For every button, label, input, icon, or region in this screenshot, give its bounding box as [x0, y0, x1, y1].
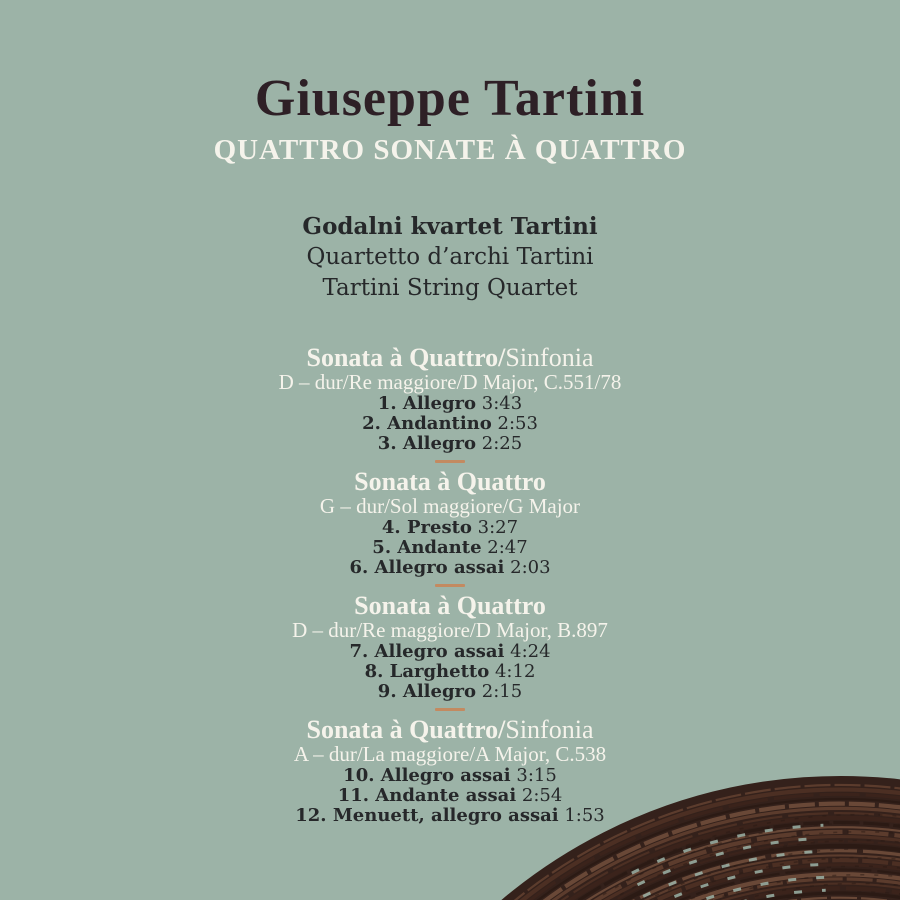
track-number: 4.: [381, 517, 401, 538]
composer-title: Giuseppe Tartini: [254, 70, 646, 127]
track-number: 1.: [377, 393, 397, 414]
sonata-title: [0, 716, 900, 743]
track-time: 2:25: [481, 433, 523, 454]
track-time: 2:54: [521, 785, 563, 806]
track-time: 4:24: [510, 641, 551, 662]
track-number: 7.: [349, 641, 369, 662]
track-number: 10.: [343, 765, 375, 786]
track-time: 2:15: [481, 681, 523, 702]
track-name: Allegro: [402, 393, 477, 414]
track-row: [0, 642, 900, 662]
performer-name-slovenian: Godalni kvartet Tartini: [302, 213, 598, 240]
track-name: Allegro: [402, 433, 477, 454]
track-number: 9.: [377, 681, 397, 702]
sonata-block-4: [0, 716, 900, 826]
performer-name-english: Tartini String Quartet: [322, 275, 578, 301]
sonata-title-bold: Sonata à Quattro/: [306, 715, 506, 744]
track-name: Andantino: [387, 413, 492, 434]
sonata-title-bold: Sonata à Quattro: [354, 591, 546, 620]
track-time: 2:03: [510, 557, 551, 578]
sonata-block-3: [0, 592, 900, 702]
section-divider: [435, 708, 465, 711]
track-number: 3.: [377, 433, 397, 454]
track-number: 5.: [372, 537, 392, 558]
track-time: 2:47: [487, 537, 528, 558]
sonata-title: [0, 592, 900, 619]
track-row: [0, 786, 900, 806]
track-name: Allegro assai: [380, 765, 511, 786]
section-divider: [435, 584, 465, 587]
track-row: [0, 414, 900, 434]
track-row: [0, 806, 900, 826]
track-row: [0, 766, 900, 786]
track-row: [0, 394, 900, 414]
sonata-title-bold: Sonata à Quattro: [354, 467, 546, 496]
track-time: 3:27: [477, 517, 519, 538]
track-time: 2:53: [497, 413, 538, 434]
performer-name-italian: Quartetto d’archi Tartini: [306, 244, 594, 270]
tracklist: [0, 344, 900, 826]
sonata-key: D – dur/Re maggiore/D Major, B.897: [292, 618, 608, 642]
track-number: 6.: [349, 557, 369, 578]
track-name: Allegro: [402, 681, 477, 702]
track-name: Allegro assai: [374, 641, 505, 662]
sonata-block-2: [0, 468, 900, 578]
track-name: Menuett, allegro assai: [332, 805, 559, 826]
sonata-key: D – dur/Re maggiore/D Major, C.551/78: [278, 370, 622, 394]
cover-content: [0, 70, 900, 826]
track-row: [0, 558, 900, 578]
sonata-title-regular: Sinfonia: [505, 343, 594, 372]
sonata-title-bold: Sonata à Quattro/: [306, 343, 506, 372]
sonata-block-1: [0, 344, 900, 454]
album-subtitle: QUATTRO SONATE À QUATTRO: [213, 134, 687, 166]
sonata-title: [0, 344, 900, 371]
track-row: [0, 538, 900, 558]
performers-block: [0, 211, 900, 304]
track-time: 3:43: [481, 393, 523, 414]
sonata-key: G – dur/Sol maggiore/G Major: [319, 494, 581, 518]
sonata-title: [0, 468, 900, 495]
track-number: 12.: [295, 805, 327, 826]
sonata-title-regular: Sinfonia: [505, 715, 594, 744]
track-time: 1:53: [564, 805, 605, 826]
track-name: Allegro assai: [374, 557, 505, 578]
track-number: 11.: [337, 785, 370, 806]
track-name: Andante: [397, 537, 482, 558]
track-name: Andante assai: [375, 785, 517, 806]
track-name: Larghetto: [389, 661, 490, 682]
section-divider: [435, 460, 465, 463]
track-name: Presto: [406, 517, 472, 538]
track-row: [0, 518, 900, 538]
track-row: [0, 434, 900, 454]
track-number: 2.: [362, 413, 381, 434]
sonata-key: A – dur/La maggiore/A Major, C.538: [293, 742, 607, 766]
track-row: [0, 662, 900, 682]
track-number: 8.: [364, 661, 384, 682]
track-time: 4:12: [494, 661, 536, 682]
track-row: [0, 682, 900, 702]
track-time: 3:15: [516, 765, 557, 786]
